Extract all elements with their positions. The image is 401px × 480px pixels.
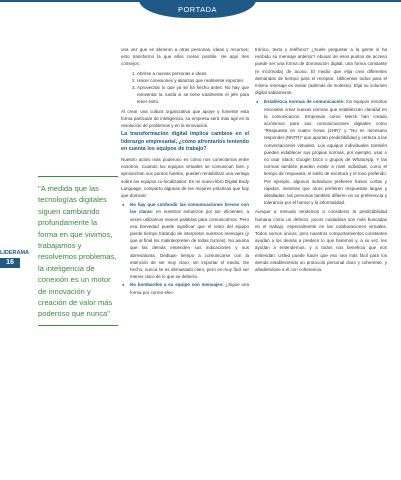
section-tab: PORTADA	[139, 0, 256, 18]
pull-quote	[38, 176, 118, 326]
section-subtitle: La transformación digital implica cambios en el liderazgo empresarial, ¿cómo afrontarlos teniendo en cuenta los equipos de trabajo?	[121, 131, 249, 153]
bullet-lead: No bombardee a su equipo con mensajes:	[130, 282, 224, 288]
article-column-1	[121, 46, 249, 298]
paragraph: Aunque a menudo tendemos a considerar la predictibilidad humana como un defecto, pocos cuidadosa son más buscadas en el trabajo, especialmente en las colaboraciones virtuales. Todos somos únicos, pero nuestros comportamientos constantes ayudan a los demás a predecir lo que haremos y, a su vez, les ayudan a entendernos, y a todos nos beneficia que nos entiendan. Usted puede hacer que eso sea más fácil para los demás estableciendo un protocolo personal claro y coherente, y añadiéndose a él con coherencia.	[255, 209, 387, 273]
list-item	[130, 201, 249, 280]
paragraph: trónico, texto y teléfono? ¿Suele preguntar a la gente si ha recibido su mensaje anterior? Abusar de esos puntos de acceso puede ser una forma de dominación digital, una forma constante (e incómoda) de acoso. El medio que elija crea diferentes demandas de tiempo para el receptor. Utilícenlos todos para el mismo mensaje es invitar (además de molesto). Elija su volumen digital sabiamente.	[255, 47, 387, 96]
paragraph: una vez que se abrieron a otras personas, ideas y recursos; esto transformó la que ellos creían posible. He aquí tres consejos:	[121, 47, 249, 67]
bullet-list	[121, 201, 249, 296]
tips-list	[121, 70, 249, 106]
quote-rule-bottom	[38, 325, 118, 326]
list-item	[264, 98, 387, 206]
page-number: 16	[0, 258, 20, 268]
page-marker	[0, 250, 30, 268]
bullet-text: ¿Sigue una forma por correo elec-	[130, 282, 249, 295]
bullet-lead: No hay que confundir las comunicaciones breves con las claras:	[130, 202, 249, 215]
list-item: 3. Aprovechar lo que ya se ha hecho antes. No hay que reinventar la rueda si se tiene totalmente el jefe para tener éxito.	[137, 84, 249, 106]
paragraph: Nuestro activo más poderoso es cómo nos conectamos entre nosotros. Cuando los equipos virtuales se comunican bien y aprovechan sus puntos fuertes, pueden rentabilizar una ventaja sobre los equipos co-localizados. En mi nuevo libro Digital Body Language, comparto algunas de las mejores prácticas que hay que dominar:	[121, 157, 249, 199]
list-item: 2. Hacer conexiones y alianzas que realmente importen.	[137, 77, 249, 84]
list-item: 1. Abrirse a nuevas personas e ideas.	[137, 70, 249, 77]
article-column-2	[255, 46, 387, 275]
magazine-name: LIDERAMA	[0, 250, 30, 256]
quote-rule-top	[38, 176, 118, 177]
bullet-text: en nuestros esfuerzos por ser eficientes, a veces utilizamos menos palabras para comunicarnos. Pero esa brevedad puede significar que el resto del equipo pierde tiempo tratando de interpretar nuestros mensajes (y que al final los malinterpreten de todas formas). No asuma que las demás entienden sus indicaciones y sus abreviaturas. Dedique tiempo a comunicarse con la intención de ser muy claro, sin importar el medio. De hecho, nunca se es demasiado claro, pero es muy fácil ser menos claro de lo que se debería.	[130, 209, 249, 280]
paragraph: Al crear una cultura organizativa que apoye y fomente esta forma particular de inteligencia, su empresa será más ágil en la resolución de problemas y en la innovación.	[121, 108, 249, 129]
pull-quote-text: "A medida que las tecnologías digitales siguen cambiando profundamente la forma en que vivimos, trabajamos y resolvemos problemas, la inteligencia de conexión es un motor de innovación y creación de valor más poderoso que nunca"	[38, 184, 117, 319]
list-item	[130, 281, 249, 295]
bullet-list	[255, 98, 387, 206]
bullet-text: los equipos remotos necesitan crear nuevas normas que establezcan claridad en la comunicación. Empresas como Merck han creado acrónimos para sus comunicaciones digitales como "Respuesta en cuatro horas (4HR)" y "No es necesario responder (NNTR)" que aportan predictibilidad y certeza a las conversaciones virtuales. Los equipos individuales también pueden establecer sus propias normas, por ejemplo, usar o no usar Slack, Google Docs o grupos de WhatsApp. Y las normas también pueden existir a nivel individual, como el tiempo de respuesta, el estilo de escritura y el tono preferido. Por ejemplo, algunos individuos prefieren frases cortas y rápidos, mientras que otros prefieren respuestas largas y detalladas; las personas también difieren en su preferencia y tolerancia por el humor y la informalidad.	[264, 99, 387, 206]
bullet-lead: Establezca normas de comunicación:	[264, 99, 345, 105]
